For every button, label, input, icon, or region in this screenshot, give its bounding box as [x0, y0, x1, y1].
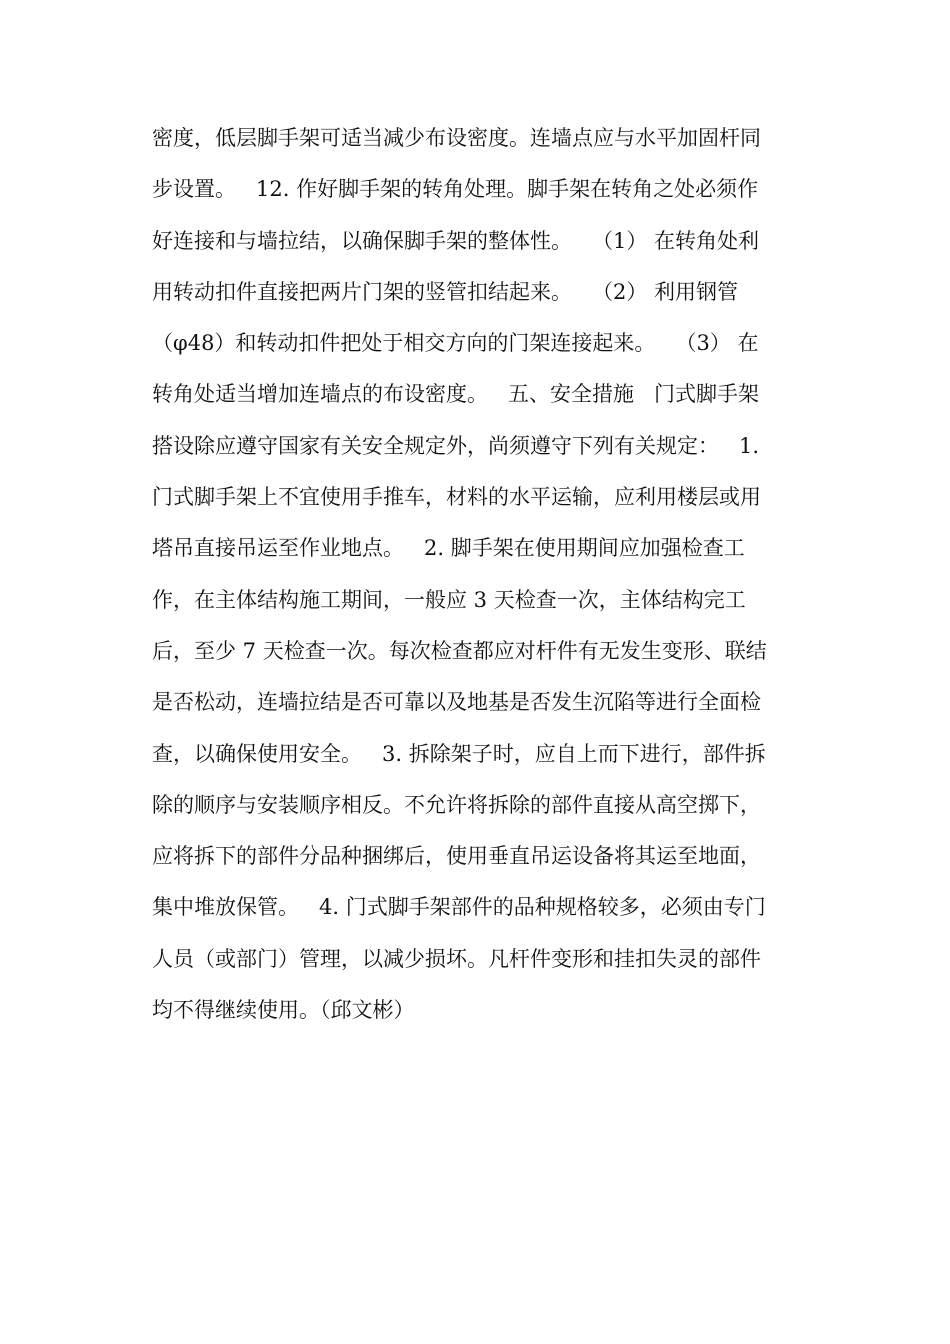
text-line: 集中堆放保管。 4. 门式脚手架部件的品种规格较多，必须由专门 — [152, 895, 766, 920]
text-line: 人员（或部门）管理，以减少损坏。凡杆件变形和挂扣失灵的部件 — [152, 946, 761, 971]
text-line: 密度，低层脚手架可适当减少布设密度。连墙点应与水平加固杆同 — [152, 126, 761, 150]
text-line: 是否松动，连墙拉结是否可靠以及地基是否发生沉陷等进行全面检 — [152, 690, 761, 715]
text-line: 门式脚手架上不宜使用手推车，材料的水平运输，应利用楼层或用 — [152, 485, 761, 510]
text-line: 查，以确保使用安全。 3. 拆除架子时，应自上而下进行，部件拆 — [152, 741, 766, 766]
text-line: 作，在主体结构施工期间，一般应 3 天检查一次，主体结构完工 — [152, 587, 746, 612]
text-line: 应将拆下的部件分品种捆绑后，使用垂直吊运设备将其运至地面， — [152, 844, 761, 869]
text-line: 转角处适当增加连墙点的布设密度。 五、安全措施 门式脚手架 — [152, 382, 760, 407]
text-line: 搭设除应遵守国家有关安全规定外，尚须遵守下列有关规定： 1. — [152, 433, 760, 458]
text-line: 后，至少 7 天检查一次。每次检查都应对杆件有无发生变形、联结 — [152, 638, 767, 663]
text-line: 好连接和与墙拉结，以确保脚手架的整体性。 （1） 在转角处利 — [152, 228, 760, 253]
body-text — [152, 113, 812, 1036]
text-line: 均不得继续使用。（邱文彬） — [152, 998, 415, 1023]
text-line: 塔吊直接吊运至作业地点。 2. 脚手架在使用期间应加强检查工 — [152, 536, 745, 561]
text-line: 用转动扣件直接把两片门架的竖管扣结起来。 （2） 利用钢管 — [152, 279, 739, 304]
text-line: 步设置。 12. 作好脚手架的转角处理。脚手架在转角之处必须作 — [152, 177, 759, 202]
text-line: 除的顺序与安装顺序相反。不允许将拆除的部件直接从高空掷下， — [152, 792, 761, 817]
text-line: （φ48）和转动扣件把处于相交方向的门架连接起来。 （3） 在 — [152, 331, 759, 356]
